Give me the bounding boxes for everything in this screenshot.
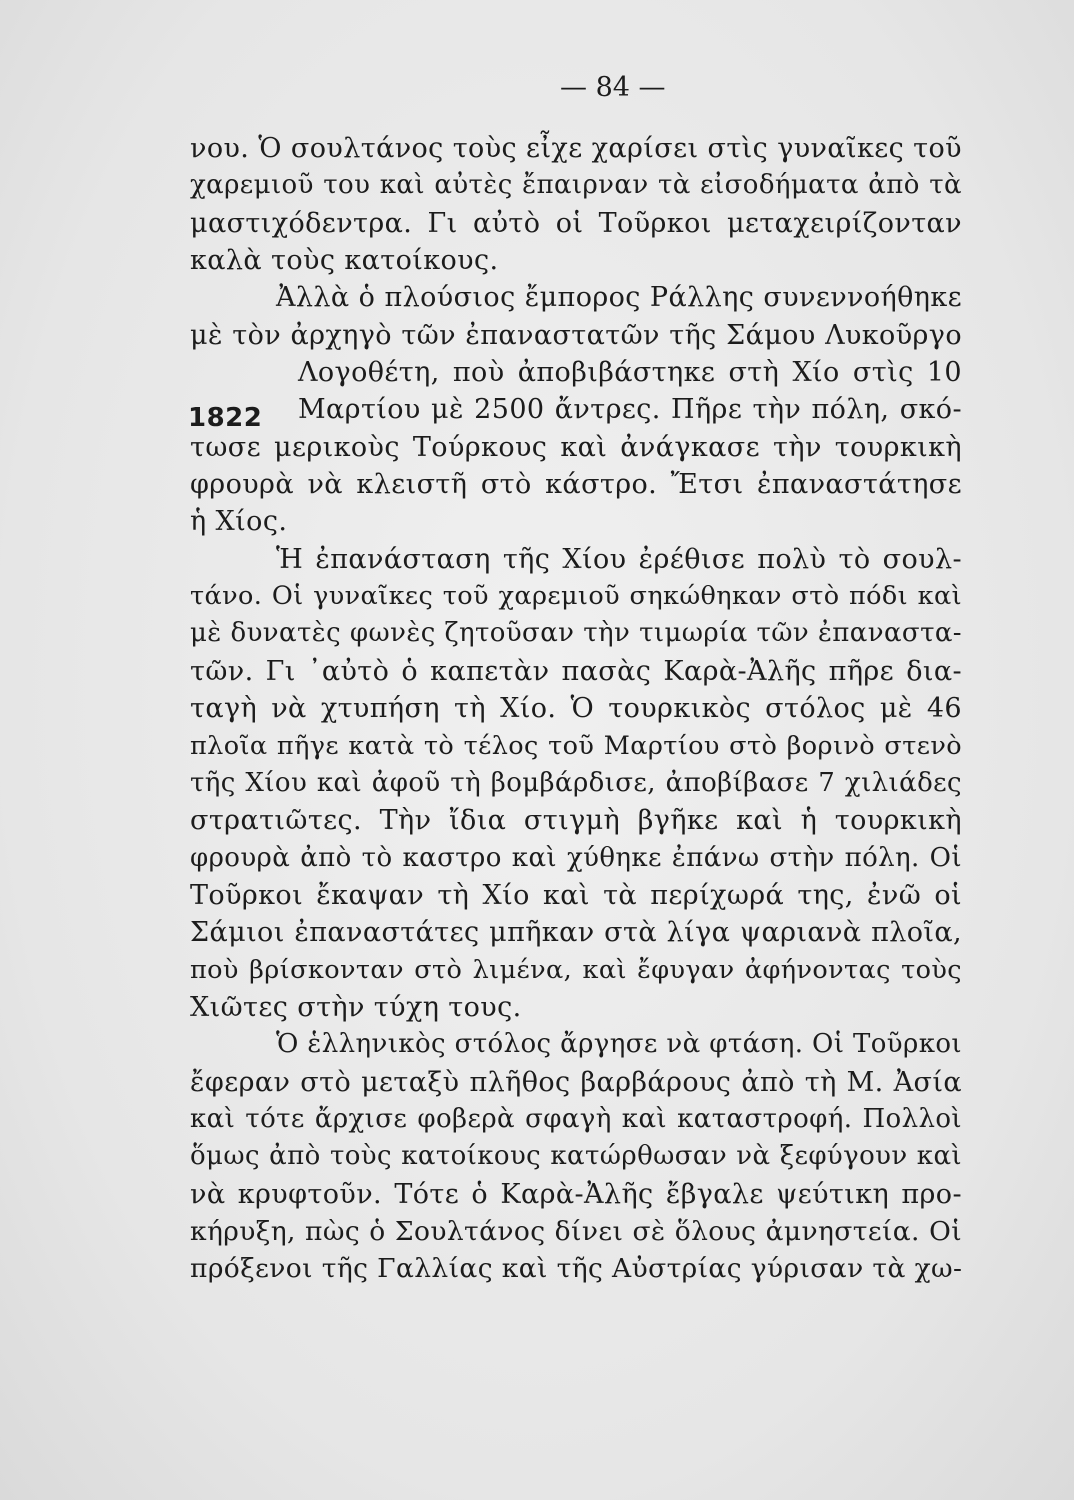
- text-line: τῶν. Γι ᾿αὐτὸ ὁ καπετὰν πασὰς Καρὰ-Ἀλῆς πῆρε δια-: [190, 655, 962, 687]
- text-line: μὲ δυνατὲς φωνὲς ζητοῦσαν τὴν τιμωρία τῶν ἐπαναστα-: [190, 618, 962, 649]
- text-line: κήρυξη, πὼς ὁ Σουλτάνος δίνει σὲ ὅλους ἀμνηστεία. Οἱ: [190, 1215, 962, 1247]
- text-line: ὅμως ἀπὸ τοὺς κατοίκους κατώρθωσαν νὰ ξεφύγουν καὶ: [190, 1141, 962, 1172]
- paragraph-start-line: Ἀλλὰ ὁ πλούσιος ἔμπορος Ράλλης συνεννοήθηκε: [276, 282, 962, 314]
- page-number: — 84 —: [560, 72, 666, 103]
- text-line: Σάμιοι ἐπαναστάτες μπῆκαν στὰ λίγα ψαριανὰ πλοῖα,: [190, 917, 962, 949]
- text-line: τῆς Χίου καὶ ἀφοῦ τὴ βομβάρδισε, ἀποβίβασε 7 χιλιάδες: [190, 767, 962, 798]
- text-line: ἔφεραν στὸ μεταξὺ πλῆθος βαρβάρους ἀπὸ τὴ Μ. Ἀσία: [190, 1066, 962, 1098]
- text-line: ποὺ βρίσκονταν στὸ λιμένα, καὶ ἔφυγαν ἀφήνοντας τοὺς: [190, 954, 962, 985]
- paragraph-start-line: Ὁ ἑλληνικὸς στόλος ἄργησε νὰ φτάση. Οἱ Τοῦρκοι: [276, 1029, 962, 1060]
- text-line: τάνο. Οἱ γυναῖκες τοῦ χαρεμιοῦ σηκώθηκαν στὸ πόδι καὶ: [190, 581, 962, 612]
- text-line: ταγὴ νὰ χτυπήση τὴ Χίο. Ὁ τουρκικὸς στόλος μὲ 46: [190, 693, 962, 725]
- text-line: Χιῶτες στὴν τύχη τους.: [190, 991, 522, 1023]
- body-text: [190, 130, 962, 1288]
- text-line: στρατιῶτες. Τὴν ἴδια στιγμὴ βγῆκε καὶ ἡ τουρκικὴ: [190, 805, 962, 837]
- text-line: Τοῦρκοι ἔκαψαν τὴ Χίο καὶ τὰ περίχωρά της, ἐνῶ οἱ: [190, 879, 962, 911]
- text-line: φρουρὰ νὰ κλειστῆ στὸ κάστρο. Ἔτσι ἐπαναστάτησε: [190, 469, 962, 501]
- text-line: καλὰ τοὺς κατοίκους.: [190, 245, 499, 277]
- paragraph-start-line: Ἡ ἐπανάσταση τῆς Χίου ἐρέθισε πολὺ τὸ σουλ-: [276, 543, 962, 575]
- text-line: φρουρὰ ἀπὸ τὸ καστρο καὶ χύθηκε ἐπάνω στὴν πόλη. Οἱ: [190, 842, 962, 873]
- text-line: πλοῖα πῆγε κατὰ τὸ τέλος τοῦ Μαρτίου στὸ βορινὸ στενὸ: [190, 730, 962, 761]
- text-line: Μαρτίου μὲ 2500 ἄντρες. Πῆρε τὴν πόλη, σκό-: [298, 394, 962, 426]
- margin-year-note: 1822: [188, 403, 263, 433]
- text-line: μαστιχόδεντρα. Γι αὐτὸ οἱ Τοῦρκοι μεταχειρίζονταν: [190, 207, 962, 239]
- text-line: νου. Ὁ σουλτάνος τοὺς εἶχε χαρίσει στὶς γυναῖκες τοῦ: [190, 133, 962, 164]
- text-line: τωσε μερικοὺς Τούρκους καὶ ἀνάγκασε τὴν τουρκικὴ: [190, 431, 962, 463]
- text-line: ἡ Χίος.: [190, 506, 288, 538]
- text-line: καὶ τότε ἄρχισε φοβερὰ σφαγὴ καὶ καταστροφή. Πολλοὶ: [190, 1103, 962, 1134]
- text-line: Λογοθέτη, ποὺ ἀποβιβάστηκε στὴ Χίο στὶς 10: [298, 357, 962, 389]
- text-line: νὰ κρυφτοῦν. Τότε ὁ Καρὰ-Ἀλῆς ἔβγαλε ψεύτικη προ-: [190, 1178, 962, 1210]
- text-line: πρόξενοι τῆς Γαλλίας καὶ τῆς Αὐστρίας γύρισαν τὰ χω-: [190, 1253, 963, 1285]
- text-line: χαρεμιοῦ του καὶ αὐτὲς ἔπαιρναν τὰ εἰσοδήματα ἀπὸ τὰ: [190, 170, 962, 201]
- text-line: μὲ τὸν ἀρχηγὸ τῶν ἐπαναστατῶν τῆς Σάμου Λυκοῦργο: [190, 319, 962, 351]
